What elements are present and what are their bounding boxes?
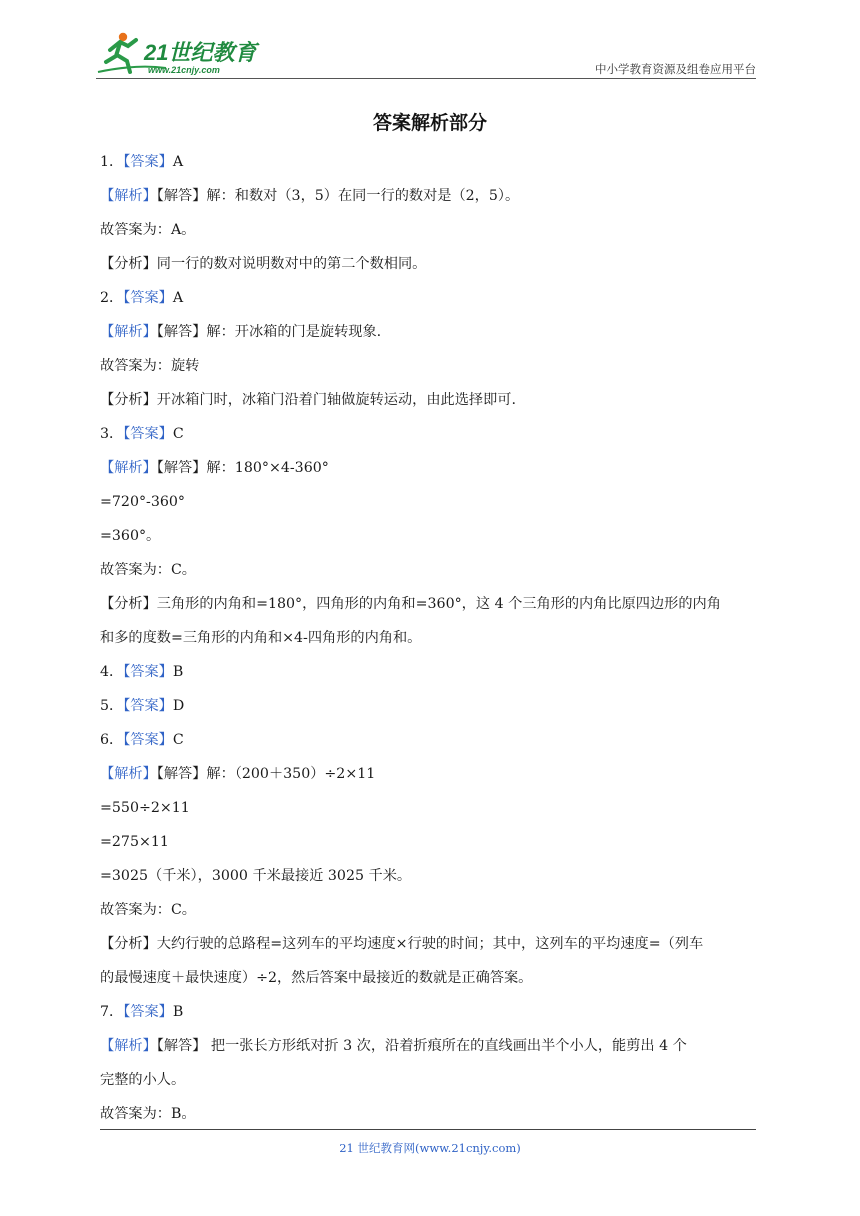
line-text: 完整的小人。 bbox=[100, 1072, 186, 1088]
logo-sub-text: www.21cnjy.com bbox=[148, 65, 220, 75]
line-text: =275×11 bbox=[100, 834, 169, 850]
label-tag: 【答案】 bbox=[123, 732, 173, 748]
text-line bbox=[100, 152, 183, 172]
text-line bbox=[100, 1036, 687, 1056]
line-text: =550÷2×11 bbox=[100, 800, 190, 816]
line-text: 5． bbox=[100, 698, 124, 714]
line-text: B bbox=[172, 1004, 184, 1020]
label-tag: 【解析】 bbox=[100, 188, 157, 204]
line-text: B bbox=[172, 664, 184, 680]
text-line bbox=[100, 730, 184, 750]
text-line bbox=[100, 594, 721, 614]
line-text: 故答案为：C。 bbox=[100, 902, 196, 918]
line-text: 3． bbox=[100, 426, 124, 442]
text-line bbox=[100, 526, 160, 546]
header-divider bbox=[96, 78, 756, 79]
footer-divider bbox=[100, 1129, 756, 1130]
line-text: =3025（千米），3000 千米最接近 3025 千米。 bbox=[100, 868, 412, 884]
logo-main-text: 21世纪教育 bbox=[144, 40, 257, 65]
line-text: 【解答】 把一张长方形纸对折 3 次，沿着折痕所在的直线画出半个小人，能剪出 4 个 bbox=[156, 1038, 687, 1054]
page-title: 答案解析部分 bbox=[372, 112, 487, 134]
text-line bbox=[100, 220, 195, 240]
text-line bbox=[100, 696, 184, 716]
text-line bbox=[100, 424, 184, 444]
text-line bbox=[100, 322, 381, 342]
page-header bbox=[96, 28, 756, 78]
label-tag: 【答案】 bbox=[123, 698, 173, 714]
header-platform-name: 中小学教育资源及组卷应用平台 bbox=[595, 62, 756, 76]
text-line bbox=[100, 560, 196, 580]
site-logo bbox=[96, 28, 266, 78]
line-text: 故答案为：C。 bbox=[100, 562, 196, 578]
line-text: 【分析】大约行驶的总路程=这列车的平均速度×行驶的时间；其中，这列车的平均速度=（列车 bbox=[100, 936, 704, 952]
line-text: 1． bbox=[100, 154, 124, 170]
text-line bbox=[100, 764, 375, 784]
text-line bbox=[100, 662, 183, 682]
text-line bbox=[100, 288, 183, 308]
text-line bbox=[100, 1104, 196, 1124]
text-line bbox=[100, 492, 185, 512]
line-text: A bbox=[172, 290, 184, 306]
label-tag: 【解析】 bbox=[100, 1038, 157, 1054]
line-text: 6． bbox=[100, 732, 124, 748]
text-line bbox=[100, 832, 169, 852]
line-text: 2． bbox=[100, 290, 124, 306]
label-tag: 【答案】 bbox=[123, 1004, 173, 1020]
line-text: 【解答】解：（200＋350）÷2×11 bbox=[156, 766, 376, 782]
text-line bbox=[100, 798, 190, 818]
text-line bbox=[100, 254, 426, 274]
line-text: 【解答】解：和数对（3，5）在同一行的数对是（2，5）。 bbox=[156, 188, 520, 204]
line-text: 【解答】解：180°×4-360° bbox=[156, 460, 329, 476]
label-tag: 【答案】 bbox=[123, 290, 173, 306]
line-text: D bbox=[172, 698, 185, 714]
label-tag: 【答案】 bbox=[123, 426, 173, 442]
line-text: 和多的度数=三角形的内角和×4-四角形的内角和。 bbox=[100, 630, 422, 646]
line-text: 【分析】同一行的数对说明数对中的第二个数相同。 bbox=[100, 256, 427, 272]
text-line bbox=[100, 458, 329, 478]
text-line bbox=[100, 900, 196, 920]
label-tag: 【答案】 bbox=[123, 154, 173, 170]
text-line bbox=[100, 186, 519, 206]
text-line bbox=[100, 934, 703, 954]
line-text: C bbox=[172, 732, 184, 748]
line-text: =720°-360° bbox=[100, 494, 186, 510]
line-text: 【解答】解：开冰箱的门是旋转现象. bbox=[156, 324, 382, 340]
line-text: 的最慢速度＋最快速度）÷2，然后答案中最接近的数就是正确答案。 bbox=[100, 970, 533, 986]
line-text: 【分析】三角形的内角和=180°，四角形的内角和=360°，这 4 个三角形的内角比原四边形的内角 bbox=[100, 596, 721, 612]
line-text: 故答案为：B。 bbox=[100, 1106, 196, 1122]
label-tag: 【解析】 bbox=[100, 460, 157, 476]
label-tag: 【答案】 bbox=[123, 664, 173, 680]
line-text: 7． bbox=[100, 1004, 124, 1020]
text-line bbox=[100, 968, 532, 988]
text-line bbox=[100, 1070, 185, 1090]
line-text: 【分析】开冰箱门时，冰箱门沿着门轴做旋转运动，由此选择即可. bbox=[100, 392, 516, 408]
line-text: 故答案为：旋转 bbox=[100, 358, 200, 374]
line-text: A bbox=[172, 154, 184, 170]
text-line bbox=[100, 1002, 183, 1022]
label-tag: 【解析】 bbox=[100, 324, 157, 340]
text-line bbox=[100, 390, 516, 410]
text-line bbox=[100, 628, 421, 648]
text-line bbox=[100, 866, 411, 886]
footer-site: 21 世纪教育网(www.21cnjy.com) bbox=[339, 1141, 521, 1155]
text-line bbox=[100, 356, 199, 376]
line-text: 故答案为：A。 bbox=[100, 222, 196, 238]
line-text: 4． bbox=[100, 664, 124, 680]
line-text: C bbox=[172, 426, 184, 442]
label-tag: 【解析】 bbox=[100, 766, 157, 782]
line-text: =360°。 bbox=[100, 528, 161, 544]
